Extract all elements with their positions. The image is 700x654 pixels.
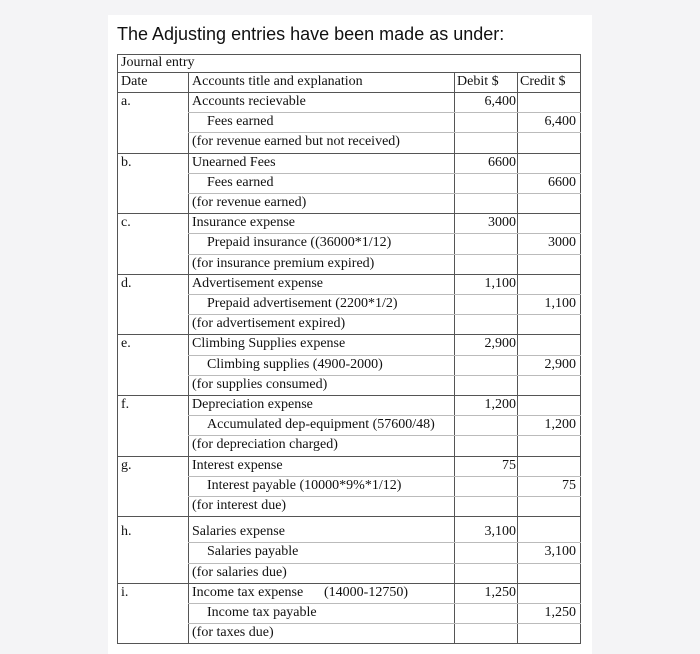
debit-account-calc: (14000-12750) — [324, 584, 408, 600]
entry-note: (for revenue earned but not received) — [192, 134, 400, 150]
credit-amount: 2,900 — [544, 356, 576, 372]
debit-amount: 1,200 — [484, 397, 516, 412]
credit-account: Income tax payable — [207, 605, 317, 620]
background-left — [0, 15, 108, 654]
debit-amount: 6,400 — [484, 94, 516, 109]
entry-date: b. — [121, 154, 132, 170]
debit-account: Interest expense — [192, 457, 283, 473]
background-top — [0, 0, 700, 15]
debit-amount: 1,100 — [484, 275, 516, 291]
credit-amount: 1,200 — [544, 417, 576, 433]
debit-account: Unearned Fees — [192, 154, 276, 170]
credit-amount: 6,400 — [544, 114, 576, 130]
column-header-credit: Credit $ — [520, 74, 566, 89]
table-border-left — [117, 54, 118, 644]
credit-account: Prepaid insurance ((36000*1/12) — [207, 235, 392, 251]
page-heading: The Adjusting entries have been made as under: — [117, 24, 505, 44]
column-header-debit: Debit $ — [457, 74, 499, 89]
credit-account: Interest payable (10000*9%*1/12) — [207, 477, 402, 493]
entry-date: f. — [121, 397, 130, 412]
table-border-right — [580, 54, 581, 644]
background-right — [592, 15, 700, 654]
credit-account: Prepaid advertisement (2200*1/2) — [207, 296, 398, 311]
entry-date: c. — [121, 215, 131, 231]
credit-account: Fees earned — [207, 174, 274, 190]
debit-amount: 75 — [502, 457, 516, 473]
entry-note: (for depreciation charged) — [192, 437, 338, 453]
credit-amount: 3000 — [548, 235, 576, 251]
entry-date: g. — [121, 457, 132, 473]
debit-amount: 3,100 — [484, 524, 516, 540]
debit-account: Insurance expense — [192, 215, 296, 231]
column-header-date: Date — [121, 74, 148, 89]
journal-entry-table — [117, 54, 581, 646]
entry-date: a. — [121, 94, 131, 109]
table-caption: Journal entry — [121, 55, 195, 70]
row-divider — [117, 643, 581, 644]
entry-date: e. — [121, 336, 131, 352]
credit-amount: 1,100 — [544, 296, 576, 311]
column-header-account: Accounts title and explanation — [192, 74, 363, 89]
entry-note: (for interest due) — [192, 498, 287, 513]
debit-amount: 2,900 — [484, 336, 516, 352]
entry-date: h. — [121, 524, 132, 540]
debit-amount: 3000 — [488, 215, 516, 231]
debit-account: Income tax expense — [192, 584, 304, 600]
column-divider-date — [188, 72, 189, 644]
debit-account: Depreciation expense — [192, 397, 313, 412]
entry-note: (for salaries due) — [192, 564, 287, 580]
entry-note: (for supplies consumed) — [192, 376, 328, 392]
debit-amount: 6600 — [488, 154, 516, 170]
entry-note: (for advertisement expired) — [192, 316, 346, 332]
debit-account: Accounts recievable — [192, 94, 306, 109]
entry-note: (for taxes due) — [192, 625, 274, 641]
table-border-top — [117, 54, 581, 55]
caption-divider — [117, 72, 581, 73]
debit-account: Climbing Supplies expense — [192, 336, 346, 352]
credit-amount: 6600 — [548, 174, 576, 190]
credit-account: Accumulated dep-equipment (57600/48) — [207, 417, 435, 433]
entry-note: (for revenue earned) — [192, 195, 307, 210]
entry-date: i. — [121, 584, 129, 600]
credit-account: Climbing supplies (4900-2000) — [207, 356, 383, 372]
entry-note: (for insurance premium expired) — [192, 255, 375, 271]
credit-amount: 1,250 — [544, 605, 576, 620]
debit-account: Salaries expense — [192, 524, 285, 540]
credit-account: Salaries payable — [207, 544, 299, 560]
credit-account: Fees earned — [207, 114, 274, 130]
entry-date: d. — [121, 275, 132, 291]
debit-amount: 1,250 — [484, 584, 516, 600]
row-divider — [117, 516, 581, 517]
credit-amount: 3,100 — [544, 544, 576, 560]
debit-account: Advertisement expense — [192, 275, 324, 291]
credit-amount: 75 — [562, 477, 576, 493]
